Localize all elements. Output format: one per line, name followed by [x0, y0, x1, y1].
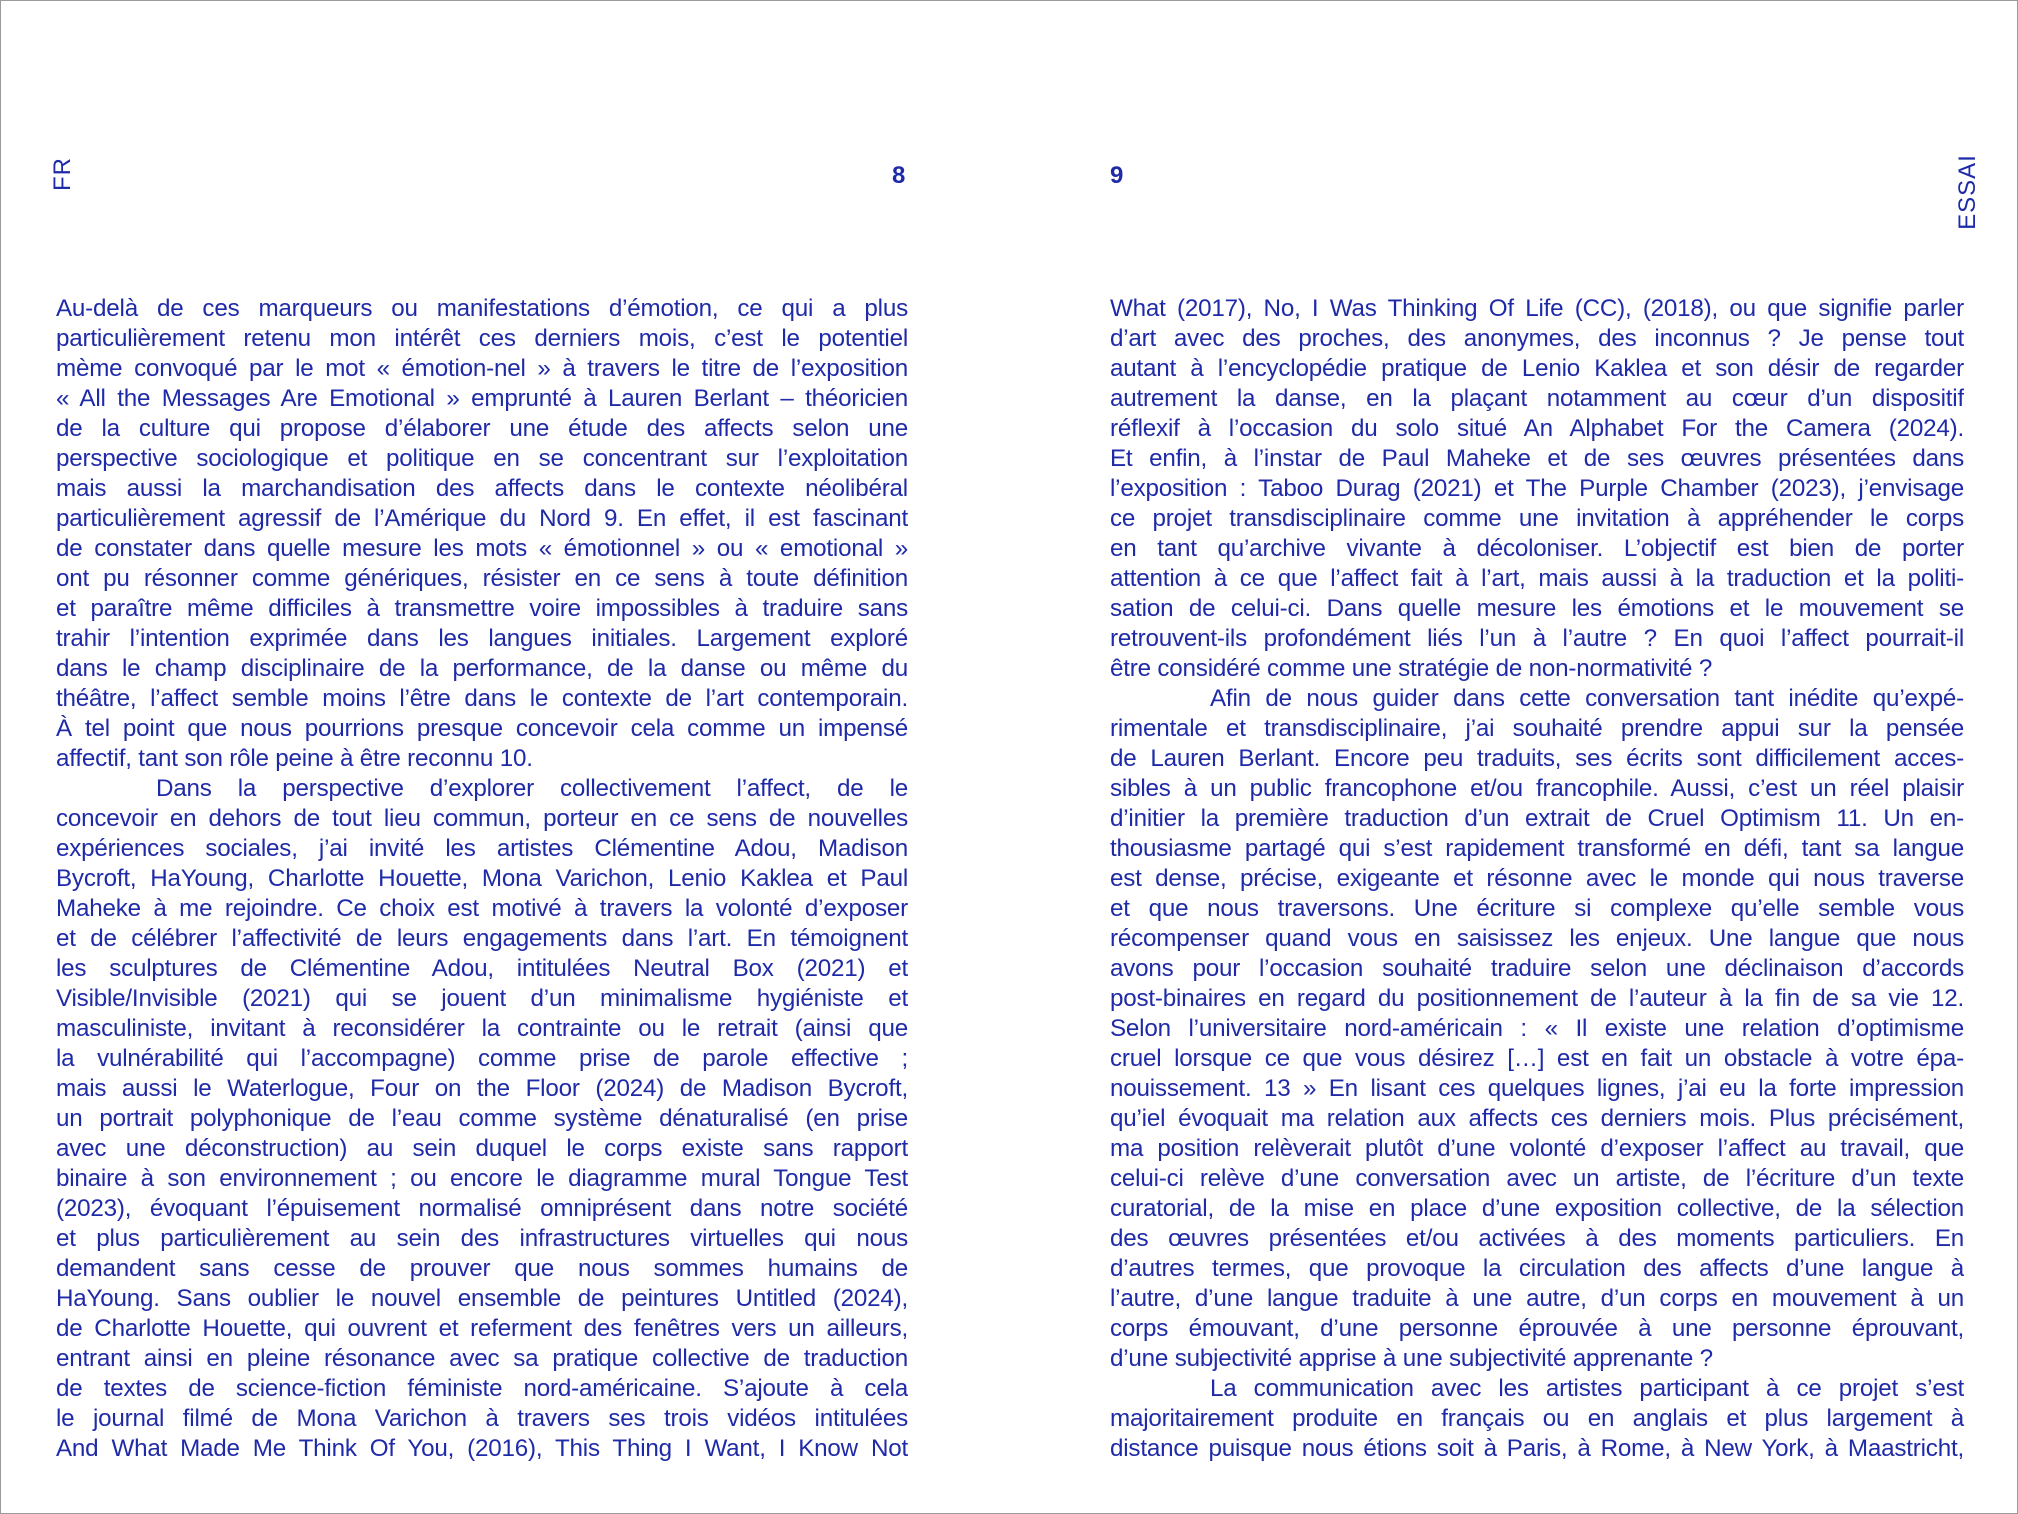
text-line: particulièrement retenu mon intérêt ces derniers mois, c’est le potentiel	[56, 325, 908, 352]
text-line: et paraître même difficiles à transmettre voire impossibles à traduire sans	[56, 595, 908, 622]
text-line: thousiasme partagé qui s’est rapidement transformé en défi, tant sa langue	[1110, 835, 1964, 862]
text-line: sation de celui-ci. Dans quelle mesure les émotions et le mouvement se	[1110, 595, 1964, 622]
text-line: l’exposition : Taboo Durag (2021) et The Purple Chamber (2023), j’envisage	[1110, 475, 1964, 502]
left-page-number: 8	[892, 162, 906, 189]
text-line: Afin de nous guider dans cette conversation tant inédite qu’expé-	[1210, 685, 1964, 712]
text-line: La communication avec les artistes participant à ce projet s’est	[1210, 1375, 1964, 1402]
text-line: Selon l’universitaire nord-américain : « Il existe une relation d’optimisme	[1110, 1015, 1964, 1042]
text-line: autrement la danse, en la plaçant notamment au cœur d’un dispositif	[1110, 385, 1964, 412]
text-line: être considéré comme une stratégie de non-normativité ?	[1110, 655, 1713, 682]
text-line: Maheke à me rejoindre. Ce choix est motivé à travers la volonté d’exposer	[56, 895, 908, 922]
right-page-body	[1110, 294, 1964, 1464]
text-line: de Charlotte Houette, qui ouvrent et referment des fenêtres vers un ailleurs,	[56, 1315, 908, 1342]
text-line: (2023), évoquant l’épuisement normalisé omniprésent dans notre société	[56, 1195, 908, 1222]
text-line: récompenser quand vous en saisissez les enjeux. Une langue que nous	[1110, 925, 1964, 952]
text-line: retrouvent-ils profondément liés l’un à l’autre ? En quoi l’affect pourrait-il	[1110, 625, 1964, 652]
text-line: What (2017), No, I Was Thinking Of Life (CC), (2018), ou que signifie parler	[1110, 295, 1964, 322]
text-line: de Lauren Berlant. Encore peu traduits, ses écrits sont difficilement acces-	[1110, 745, 1964, 772]
text-line: un portrait polyphonique de l’eau comme système dénaturalisé (en prise	[56, 1105, 908, 1132]
text-line: Bycroft, HaYoung, Charlotte Houette, Mona Varichon, Lenio Kaklea et Paul	[56, 865, 908, 892]
text-line: entrant ainsi en pleine résonance avec sa pratique collective de traduction	[56, 1345, 908, 1372]
text-line: sibles à un public francophone et/ou francophile. Aussi, c’est un réel plaisir	[1110, 775, 1964, 802]
right-margin-label: ESSAI	[1953, 154, 1981, 230]
text-line: masculiniste, invitant à reconsidérer la contrainte ou le retrait (ainsi que	[56, 1015, 908, 1042]
text-line: mais aussi le Waterlogue, Four on the Floor (2024) de Madison Bycroft,	[56, 1075, 908, 1102]
text-line: de la culture qui propose d’élaborer une étude des affects selon une	[56, 415, 908, 442]
text-line: le journal filmé de Mona Varichon à travers ses trois vidéos intitulées	[56, 1405, 908, 1432]
text-line: des œuvres présentées et/ou activées à des moments particuliers. En	[1110, 1225, 1964, 1252]
text-line: qu’iel évoquait ma relation aux affects ces derniers mois. Plus précisément,	[1110, 1105, 1964, 1132]
text-line: les sculptures de Clémentine Adou, intitulées Neutral Box (2021) et	[56, 955, 908, 982]
text-line: et plus particulièrement au sein des infrastructures virtuelles qui nous	[56, 1225, 908, 1252]
text-line: nouissement. 13 » En lisant ces quelques lignes, j’ai eu la forte impression	[1110, 1075, 1964, 1102]
text-line: And What Made Me Think Of You, (2016), This Thing I Want, I Know Not	[56, 1435, 908, 1462]
text-line: expériences sociales, j’ai invité les artistes Clémentine Adou, Madison	[56, 835, 908, 862]
text-line: d’art avec des proches, des anonymes, des inconnus ? Je pense tout	[1110, 325, 1964, 352]
text-line: d’une subjectivité apprise à une subjectivité apprenante ?	[1110, 1345, 1713, 1372]
text-line: « All the Messages Are Emotional » emprunté à Lauren Berlant – théoricien	[56, 385, 908, 412]
text-line: mais aussi la marchandisation des affects dans le contexte néolibéral	[56, 475, 908, 502]
text-line: ma position relèverait plutôt d’une volonté d’exposer l’affect au travail, que	[1110, 1135, 1964, 1162]
text-line: l’autre, d’une langue traduite à une autre, d’un corps en mouvement à un	[1110, 1285, 1964, 1312]
text-line: À tel point que nous pourrions presque concevoir cela comme un impensé	[56, 715, 908, 742]
text-line: et que nous traversons. Une écriture si complexe qu’elle semble vous	[1110, 895, 1964, 922]
text-line: avons pour l’occasion souhaité traduire selon une déclinaison d’accords	[1110, 955, 1964, 982]
left-margin-label: FR	[49, 157, 76, 191]
text-line: binaire à son environnement ; ou encore le diagramme mural Tongue Test	[56, 1165, 908, 1192]
text-line: dans le champ disciplinaire de la performance, de la danse ou même du	[56, 655, 908, 682]
text-line: d’autres termes, que provoque la circulation des affects d’une langue à	[1110, 1255, 1964, 1282]
text-line: la vulnérabilité qui l’accompagne) comme prise de parole effective ;	[56, 1045, 908, 1072]
text-line: curatorial, de la mise en place d’une exposition collective, de la sélection	[1110, 1195, 1964, 1222]
text-line: Dans la perspective d’explorer collectivement l’affect, de le	[156, 775, 908, 802]
text-line: de textes de science-fiction féministe nord-américaine. S’ajoute à cela	[56, 1375, 908, 1402]
text-line: Et enfin, à l’instar de Paul Maheke et de ses œuvres présentées dans	[1110, 445, 1964, 472]
text-line: mème convoqué par le mot « émotion-nel » à travers le titre de l’exposition	[56, 355, 908, 382]
text-line: et de célébrer l’affectivité de leurs engagements dans l’art. En témoignent	[56, 925, 908, 952]
text-line: théâtre, l’affect semble moins l’être dans le contexte de l’art contemporain.	[56, 685, 908, 712]
text-line: corps émouvant, d’une personne éprouvée à une personne éprouvant,	[1110, 1315, 1964, 1342]
text-line: particulièrement agressif de l’Amérique du Nord 9. En effet, il est fascinant	[56, 505, 908, 532]
text-line: majoritairement produite en français ou en anglais et plus largement à	[1110, 1405, 1964, 1432]
text-line: affectif, tant son rôle peine à être reconnu 10.	[56, 745, 533, 772]
text-line: de constater dans quelle mesure les mots « émotionnel » ou « emotional »	[56, 535, 908, 562]
text-line: ce projet transdisciplinaire comme une invitation à appréhender le corps	[1110, 505, 1964, 532]
text-line: cruel lorsque ce que vous désirez […] est en fait un obstacle à votre épa-	[1110, 1045, 1964, 1072]
text-line: ont pu résonner comme génériques, résister en ce sens à toute définition	[56, 565, 908, 592]
left-page-body	[56, 294, 908, 1464]
text-line: réflexif à l’occasion du solo situé An Alphabet For the Camera (2024).	[1110, 415, 1964, 442]
text-line: demandent sans cesse de prouver que nous sommes humains de	[56, 1255, 908, 1282]
text-line: Visible/Invisible (2021) qui se jouent d’un minimalisme hygiéniste et	[56, 985, 908, 1012]
text-line: post-binaires en regard du positionnement de l’auteur à la fin de sa vie 12.	[1110, 985, 1964, 1012]
text-line: HaYoung. Sans oublier le nouvel ensemble de peintures Untitled (2024),	[56, 1285, 908, 1312]
text-line: perspective sociologique et politique en se concentrant sur l’exploitation	[56, 445, 908, 472]
text-line: en tant qu’archive vivante à décoloniser. L’objectif est bien de porter	[1110, 535, 1964, 562]
text-line: autant à l’encyclopédie pratique de Lenio Kaklea et son désir de regarder	[1110, 355, 1964, 382]
text-line: attention à ce que l’affect fait à l’art, mais aussi à la traduction et la politi-	[1110, 565, 1964, 592]
text-line: Au-delà de ces marqueurs ou manifestations d’émotion, ce qui a plus	[56, 295, 908, 322]
text-line: est dense, précise, exigeante et résonne avec le monde qui nous traverse	[1110, 865, 1964, 892]
text-line: celui-ci relève d’une conversation avec un artiste, de l’écriture d’un texte	[1110, 1165, 1964, 1192]
right-page-number: 9	[1110, 162, 1124, 189]
text-line: concevoir en dehors de tout lieu commun, porteur en ce sens de nouvelles	[56, 805, 908, 832]
text-line: rimentale et transdisciplinaire, j’ai souhaité prendre appui sur la pensée	[1110, 715, 1964, 742]
text-line: distance puisque nous étions soit à Paris, à Rome, à New York, à Maastricht,	[1110, 1435, 1964, 1462]
text-line: d’initier la première traduction d’un extrait de Cruel Optimism 11. Un en-	[1110, 805, 1964, 832]
text-line: trahir l’intention exprimée dans les langues initiales. Largement exploré	[56, 625, 908, 652]
text-line: avec une déconstruction) au sein duquel le corps existe sans rapport	[56, 1135, 908, 1162]
